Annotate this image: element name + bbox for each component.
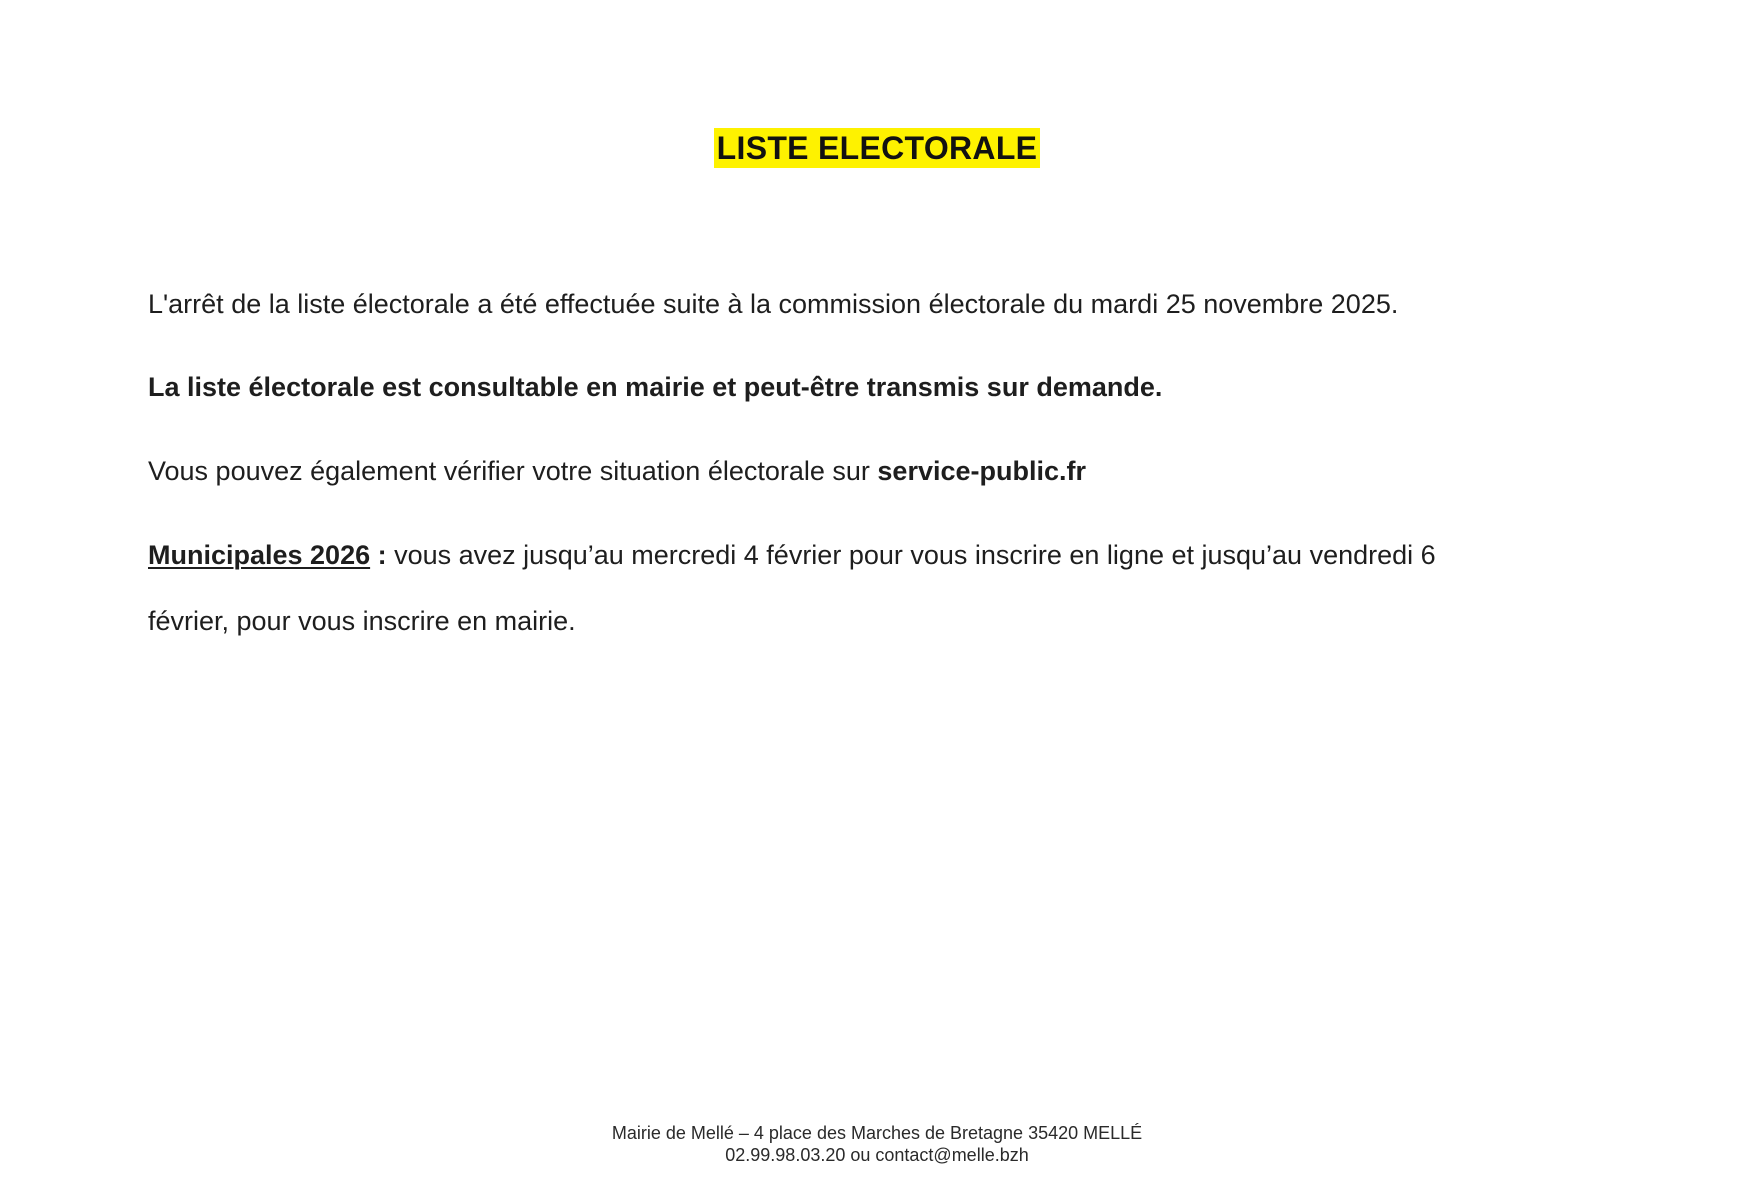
paragraph-list-closure: L'arrêt de la liste électorale a été effectuée suite à la commission électorale du mardi 25 novembre 2025. — [148, 289, 1399, 319]
service-public-link[interactable]: service-public.fr — [877, 456, 1086, 486]
title-wrapper — [0, 128, 1754, 168]
footer — [0, 1122, 1754, 1166]
paragraph-verify-situation — [148, 454, 1086, 488]
verify-text: Vous pouvez également vérifier votre situation électorale sur — [148, 456, 878, 486]
paragraph-municipales-line1 — [148, 538, 1436, 572]
footer-address: Mairie de Mellé – 4 place des Marches de Bretagne 35420 MELLÉ — [611, 1123, 1143, 1143]
municipales-text: vous avez jusqu’au mercredi 4 février pour vous inscrire en ligne et jusqu’au vendredi 6 — [386, 540, 1436, 570]
paragraph-municipales-line2: février, pour vous inscrire en mairie. — [148, 606, 576, 636]
municipales-heading: Municipales 2026 — [148, 540, 371, 570]
municipales-colon: : — [370, 540, 387, 570]
footer-contact: 02.99.98.03.20 ou contact@melle.bzh — [725, 1145, 1029, 1165]
paragraph-list-consultable: La liste électorale est consultable en mairie et peut-être transmis sur demande. — [148, 372, 1163, 402]
page-title: LISTE ELECTORALE — [714, 128, 1041, 168]
